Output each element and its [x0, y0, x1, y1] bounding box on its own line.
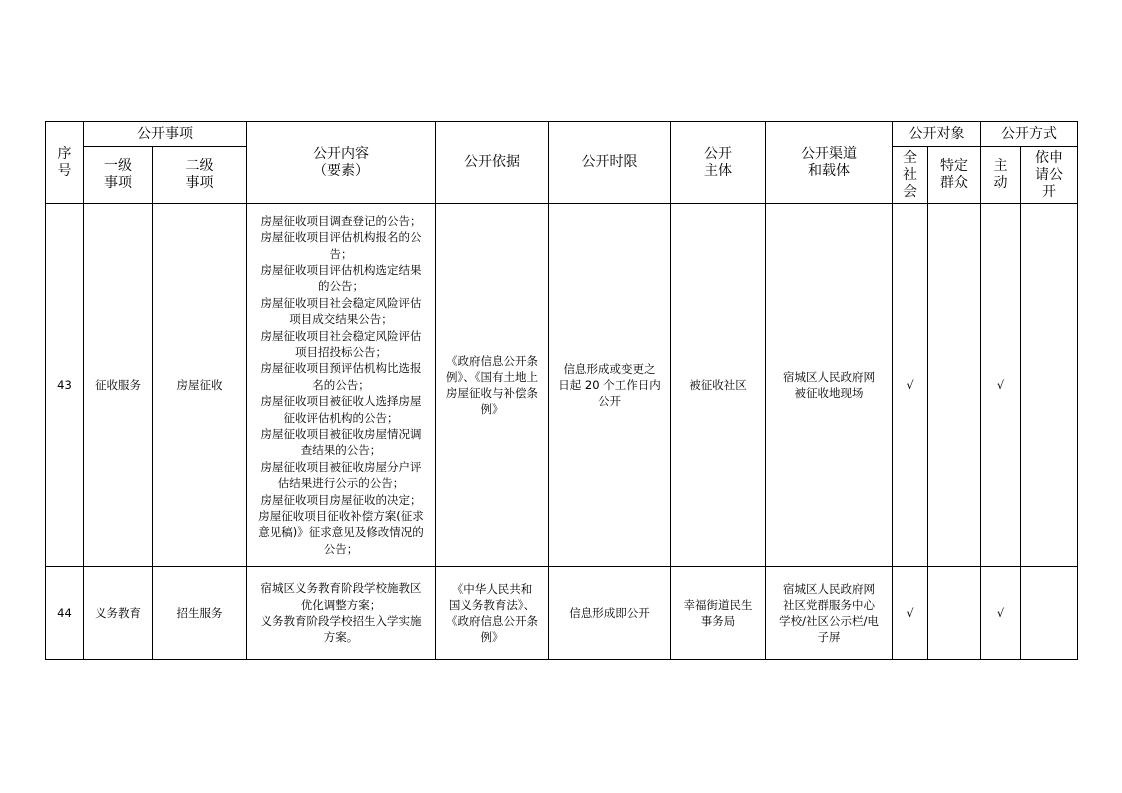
- cell-seq: 44: [46, 567, 84, 660]
- cell-level1: 义务教育: [84, 567, 153, 660]
- cell-level1: 征收服务: [84, 204, 153, 567]
- cell-subject: 幸福街道民生 事务局: [671, 567, 766, 660]
- cell-level2: 招生服务: [153, 567, 247, 660]
- header-seq: 序 号: [46, 122, 84, 204]
- cell-target-specific: [928, 567, 981, 660]
- header-target-all: 全 社 会: [893, 147, 928, 204]
- header-target: 公开对象: [893, 122, 981, 147]
- cell-target-all-check: √: [893, 204, 928, 567]
- cell-content: 宿城区义务教育阶段学校施教区 优化调整方案； 义务教育阶段学校招生入学实施 方案。: [247, 567, 436, 660]
- cell-time-limit: 信息形成即公开: [549, 567, 671, 660]
- cell-content: 房屋征收项目调查登记的公告； 房屋征收项目评估机构报名的公 告； 房屋征收项目评估机构选定结果 的公告； 房屋征收项目社会稳定风险评估 项目成交结果公告； 房屋征收项目社会稳定风险评估 项目招投标公告； 房屋征收项目预评估机构比选报 名的公告； 房屋征收项目被征收人选择房屋 征收评估机构的公告； 房屋征收项目被征收房屋情况调 查结果的公告； 房屋征收项目被征收房屋分户评 估结果进行公示的公告； 房屋征收项目房屋征收的决定； 房屋征收项目征收补偿方案(征求 意见稿)》征求意见及修改情况的 公告；: [247, 204, 436, 567]
- disclosure-table: [45, 121, 1078, 660]
- header-channel: 公开渠道 和载体: [766, 122, 893, 204]
- cell-level2: 房屋征收: [153, 204, 247, 567]
- header-row-top: [46, 122, 1078, 147]
- cell-time-limit: 信息形成或变更之 日起 20 个工作日内 公开: [549, 204, 671, 567]
- cell-method-request: [1021, 204, 1078, 567]
- header-method-active: 主 动: [981, 147, 1021, 204]
- header-level1: 一级 事项: [84, 147, 153, 204]
- cell-basis: 《中华人民共和 国义务教育法》、 《政府信息公开条 例》: [436, 567, 549, 660]
- cell-subject: 被征收社区: [671, 204, 766, 567]
- header-level2: 二级 事项: [153, 147, 247, 204]
- header-target-specific: 特定 群众: [928, 147, 981, 204]
- header-content: 公开内容 （要素）: [247, 122, 436, 204]
- cell-channel: 宿城区人民政府网 社区党群服务中心 学校/社区公示栏/电 子屏: [766, 567, 893, 660]
- header-time-limit: 公开时限: [549, 122, 671, 204]
- cell-basis: 《政府信息公开条 例》、《国有土地上 房屋征收与补偿条 例》: [436, 204, 549, 567]
- header-method: 公开方式: [981, 122, 1078, 147]
- cell-channel: 宿城区人民政府网 被征收地现场: [766, 204, 893, 567]
- cell-seq: 43: [46, 204, 84, 567]
- cell-target-specific: [928, 204, 981, 567]
- cell-target-all-check: √: [893, 567, 928, 660]
- header-basis: 公开依据: [436, 122, 549, 204]
- header-method-request: 依申 请公 开: [1021, 147, 1078, 204]
- header-subject: 公开 主体: [671, 122, 766, 204]
- cell-method-request: [1021, 567, 1078, 660]
- header-disclosure-items: 公开事项: [84, 122, 247, 147]
- cell-method-active-check: √: [981, 204, 1021, 567]
- table-row: [46, 567, 1078, 660]
- table-row: [46, 204, 1078, 567]
- cell-method-active-check: √: [981, 567, 1021, 660]
